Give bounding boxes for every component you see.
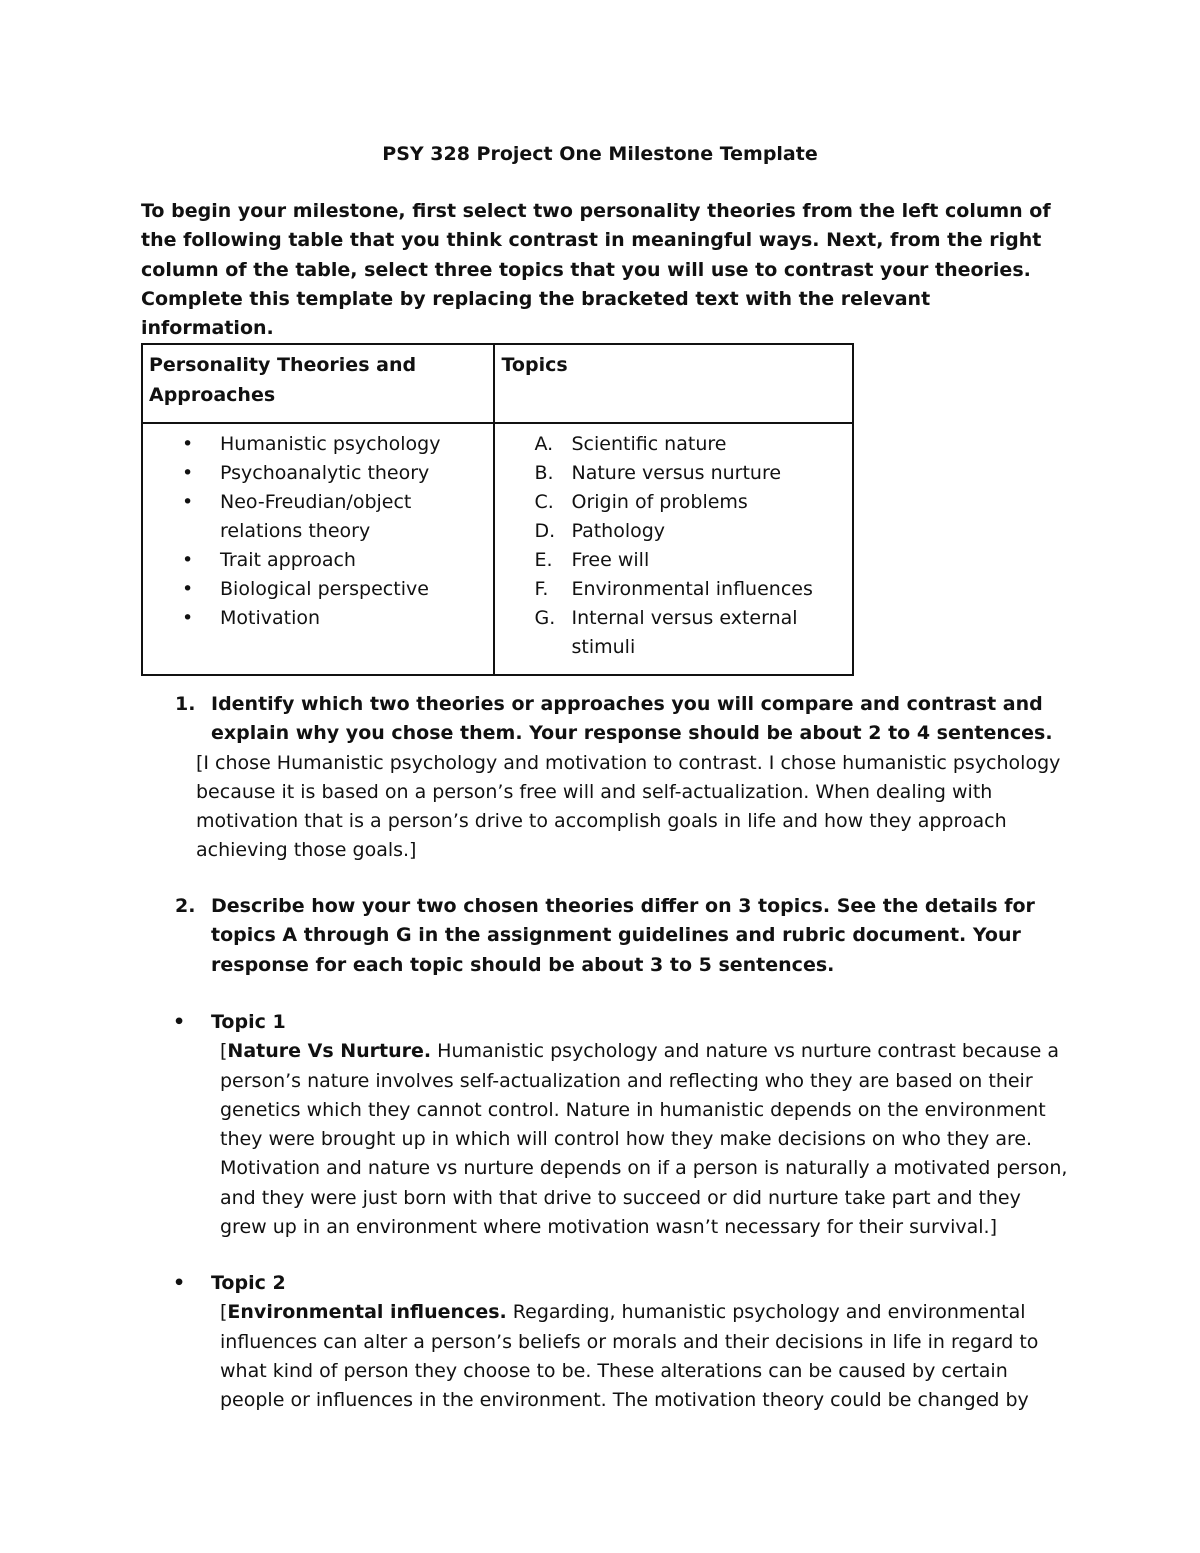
question-1 <box>141 690 1071 866</box>
topic-label: Topic 1 <box>211 1011 286 1033</box>
list-item: C. Origin of problems <box>534 491 748 513</box>
question-2 <box>141 892 1071 980</box>
bullet-icon: • <box>182 578 194 600</box>
list-item: • Biological perspective <box>149 575 487 604</box>
list-item: • Trait approach <box>149 546 487 575</box>
topic-label: Topic 2 <box>211 1272 286 1294</box>
bullet-icon: • <box>173 1011 186 1033</box>
list-item: • Neo-Freudian/object relations theory <box>149 488 450 546</box>
intro-paragraph: To begin your milestone, first select two personality theories from the left column of the following table that you think contrast in meaningful ways. Next, from the right column of the table, select three topics that you will use to contrast your theories. Complete this template by replacing the bracketed text with the relevant information. <box>141 200 1051 340</box>
topic-1-answer <box>141 1008 1071 1242</box>
topic-lead: Nature Vs Nurture. <box>227 1040 432 1063</box>
theories-topics-table <box>141 343 854 676</box>
table-header-theories: Personality Theories and Approaches <box>142 344 494 423</box>
question-text: Identify which two theories or approaches you will compare and contrast and explain why you chose them. Your response should be about 2 to 4 sentences. <box>211 693 1053 745</box>
table-header-topics: Topics <box>494 344 853 423</box>
list-item: B. Nature versus nurture <box>534 462 782 484</box>
theories-list <box>149 430 487 633</box>
topic-body: [Nature Vs Nurture. Humanistic psychology and nature vs nurture contrast because a person’s nature involves self-actualization and reflecting who they are based on their genetics which they cannot control. Nature in humanistic depends on the environment they were brought up in which will control how they make decisions on who they are. Motivation and nature vs nurture depends on if a person is naturally a motivated person, and they were just born with that drive to succeed or did nurture take part and they grew up in an environment where motivation wasn’t necessary for their survival.] <box>220 1040 1068 1239</box>
topic-body: [Environmental influences. Regarding, humanistic psychology and environmental influences can alter a person’s beliefs or morals and their decisions in life in regard to what kind of person they choose to be. These alterations can be caused by certain people or influences in the environment. The motivation theory could be changed by <box>220 1301 1039 1412</box>
theories-cell <box>142 423 494 675</box>
list-item: E. Free will <box>534 549 650 571</box>
topics-cell <box>494 423 853 675</box>
list-item: G. Internal versus external stimuli <box>534 607 798 658</box>
topic-2-answer <box>141 1269 1071 1415</box>
bullet-icon: • <box>182 549 194 571</box>
document-title: PSY 328 Project One Milestone Template <box>382 143 818 165</box>
list-item: F. Environmental influences <box>534 578 813 600</box>
list-item: • Psychoanalytic theory <box>149 459 487 488</box>
question-number: 2. <box>175 895 196 917</box>
list-item: • Humanistic psychology <box>149 430 487 459</box>
topics-list <box>501 430 846 662</box>
bullet-icon: • <box>182 491 194 513</box>
bullet-icon: • <box>173 1272 186 1294</box>
topic-lead: Environmental influences. <box>227 1301 507 1324</box>
question-text: Describe how your two chosen theories differ on 3 topics. See the details for topics A through G in the assignment guidelines and rubric document. Your response for each topic should be about 3 to 5 sentences. <box>211 895 1035 976</box>
list-item: • Motivation <box>149 604 487 633</box>
list-item: A. Scientific nature <box>534 433 727 455</box>
question-answer: [I chose Humanistic psychology and motivation to contrast. I chose humanistic psychology because it is based on a person’s free will and self-actualization. When dealing with motivation that is a person’s drive to accomplish goals in life and how they approach achieving those goals.] <box>196 751 1061 862</box>
bullet-icon: • <box>182 462 194 484</box>
list-item: D. Pathology <box>534 520 666 542</box>
bullet-icon: • <box>182 607 194 629</box>
question-number: 1. <box>175 693 196 715</box>
bullet-icon: • <box>182 433 194 455</box>
